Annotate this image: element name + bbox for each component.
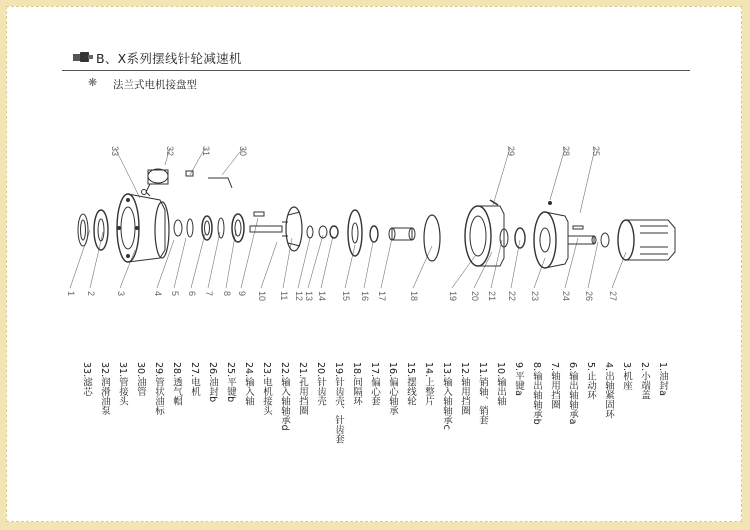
legend-item-11: 11.销轴、销套	[477, 362, 488, 425]
callout-3: 3	[116, 291, 126, 297]
callout-24: 24	[561, 291, 571, 302]
part-output-bearing-a	[202, 216, 212, 240]
legend-item-8: 8.输出轴轴承b	[531, 362, 542, 425]
callout-21: 21	[487, 291, 497, 302]
legend-item-21: 21.孔用挡圈	[297, 362, 308, 416]
callouts-bottom	[66, 291, 618, 301]
part-shaft-retaining-ring	[218, 218, 224, 238]
callout-7: 7	[204, 291, 214, 297]
legend-item-14: 14.上整片	[423, 362, 434, 406]
callout-8: 8	[222, 291, 232, 297]
callout-28: 28	[561, 146, 571, 157]
legend-item-19: 19.针齿壳、针齿套	[333, 362, 344, 444]
callout-25: 25	[591, 146, 601, 157]
callout-15: 15	[341, 291, 351, 302]
callout-17: 17	[377, 291, 387, 302]
legend-item-6: 6.输出轴轴承a	[567, 362, 578, 425]
part-lubrication-pump	[142, 169, 169, 196]
legend-item-32: 32.润滑油泵	[99, 362, 110, 416]
legend-item-29: 29.管状油标	[153, 362, 164, 416]
callout-5: 5	[170, 291, 180, 297]
part-oil-seal-b	[601, 233, 609, 247]
callout-18: 18	[409, 291, 419, 302]
callout-33: 33	[110, 146, 120, 157]
part-retaining-ring	[319, 226, 327, 238]
part-output-bearing-b	[232, 214, 244, 242]
legend-item-10: 10.输出轴	[495, 362, 506, 406]
legend-item-2: 2.小端盖	[639, 362, 650, 400]
legend-item-27: 27.电机	[189, 362, 200, 397]
callout-10: 10	[257, 291, 267, 302]
callout-30: 30	[238, 146, 248, 157]
callout-16: 16	[360, 291, 370, 302]
legend-item-24: 24.输入轴	[243, 362, 254, 406]
callout-14: 14	[317, 291, 327, 302]
part-cycloid-disc	[348, 210, 362, 256]
callout-1: 1	[66, 291, 76, 297]
section-subtitle: 法兰式电机接盘型	[113, 79, 197, 91]
part-key-b	[573, 226, 583, 229]
legend-item-9: 9.平键a	[513, 362, 524, 396]
legend-item-31: 31.管接头	[117, 362, 128, 406]
legend-item-18: 18.间隔环	[351, 362, 362, 406]
legend-item-33: 33.滤芯	[81, 362, 92, 397]
legend-item-28: 28.透气帽	[171, 362, 182, 406]
legend-item-1: 1.油封a	[657, 362, 668, 396]
part-spacer-ring	[424, 215, 440, 261]
callout-26: 26	[584, 291, 594, 302]
callout-19: 19	[448, 291, 458, 302]
legend-item-16: 16.偏心轴承	[387, 362, 398, 416]
callout-6: 6	[187, 291, 197, 297]
part-small-end-cover	[94, 210, 108, 250]
callout-2: 2	[86, 291, 96, 297]
callout-29: 29	[506, 146, 516, 157]
part-motor	[618, 220, 675, 260]
callout-22: 22	[507, 291, 517, 302]
legend-item-15: 15.摆线轮	[405, 362, 416, 406]
part-input-bearing-d	[515, 228, 525, 248]
legend-item-17: 17.偏心套	[369, 362, 380, 406]
parts-legend	[72, 362, 712, 512]
legend-item-12: 12.轴用挡圈	[459, 362, 470, 416]
callout-13: 13	[304, 291, 314, 302]
callout-12: 12	[294, 291, 304, 302]
part-oil-seal-a	[78, 214, 88, 246]
legend-item-30: 30.油管	[135, 362, 146, 397]
legend-item-5: 5.止动环	[585, 362, 596, 400]
part-input-shaft	[568, 236, 596, 244]
legend-item-20: 20.针齿壳	[315, 362, 326, 406]
legend-item-4: 4.出轴紧固环	[603, 362, 614, 419]
legend-item-22: 22.输入轴轴承d	[279, 362, 290, 431]
page-title: B、X系列摆线针轮减速机	[96, 51, 242, 66]
legend-item-23: 23.电机接头	[261, 362, 272, 416]
part-output-fastening-ring	[174, 220, 182, 236]
callout-23: 23	[530, 291, 540, 302]
part-eccentric-bearing	[370, 226, 378, 242]
callout-27: 27	[608, 291, 618, 302]
callout-20: 20	[470, 291, 480, 302]
bullet-icon: ❋	[88, 76, 98, 89]
part-stop-ring	[187, 219, 193, 237]
legend-item-25: 25.平键b	[225, 362, 236, 403]
callout-31: 31	[201, 146, 211, 157]
exploded-parts	[78, 169, 675, 268]
part-key-a	[254, 212, 264, 216]
callout-11: 11	[279, 291, 289, 301]
part-eccentric-sleeve	[389, 228, 415, 240]
part-pin-sleeve	[307, 226, 313, 238]
callout-9: 9	[237, 291, 247, 297]
legend-item-26: 26.油封b	[207, 362, 218, 403]
part-motor-adapter	[534, 202, 568, 269]
part-input-bearing-c	[330, 226, 338, 238]
legend-item-13: 13.输入轴轴承c	[441, 362, 452, 430]
callouts-top	[110, 146, 601, 156]
legend-item-3: 3.机座	[621, 362, 632, 391]
callout-4: 4	[153, 291, 163, 297]
callout-32: 32	[165, 146, 175, 157]
part-housing	[117, 194, 169, 262]
legend-item-7: 7.轴用挡圈	[549, 362, 560, 410]
part-oil-pipe	[208, 178, 232, 188]
